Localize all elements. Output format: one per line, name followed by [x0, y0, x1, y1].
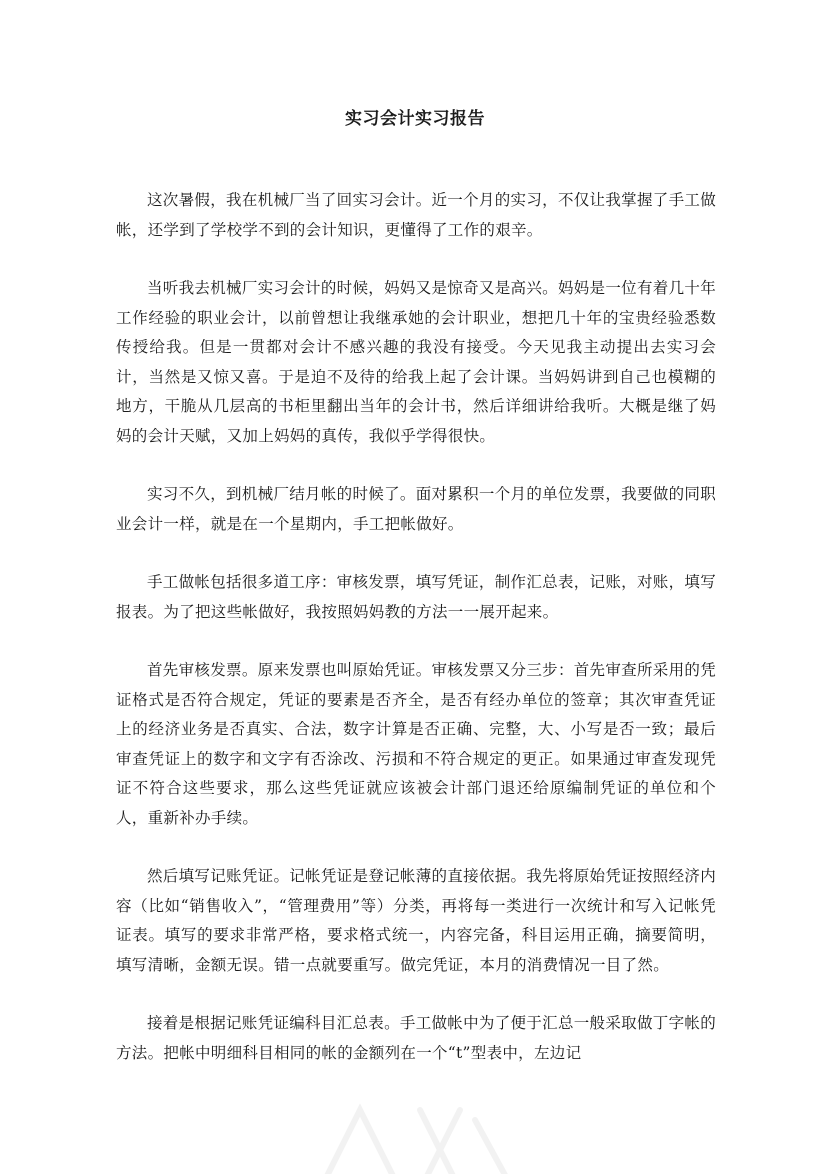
paragraph-2: 当听我去机械厂实习会计的时候，妈妈又是惊奇又是高兴。妈妈是一位有着几十年工作经验的职业会计，以前曾想让我继承她的会计职业，想把几十年的宝贵经验悉数传授给我。但是一贯都对会计不感兴趣的我没有接受。今天见我主动提出去实习会计，当然是又惊又喜。于是迫不及待的给我上起了会计课。当妈妈讲到自己也模糊的地方，干脆从几层高的书柜里翻出当年的会计书，然后详细讲给我听。大概是继了妈妈的会计天赋，又加上妈妈的真传，我似乎学得很快。	[116, 279, 716, 445]
paragraph-6: 然后填写记账凭证。记帐凭证是登记帐薄的直接依据。我先将原始凭证按照经济内容（比如“销售收入”，“管理费用”等）分类，再将每一类进行一次统计和写入记帐凭证表。填写的要求非常严格，要求格式统一，内容完备，科目运用正确，摘要简明，填写清晰，金额无误。错一点就要重写。做完凭证，本月的消费情况一目了然。	[116, 867, 716, 974]
document-body	[116, 186, 716, 1097]
paragraph-4: 手工做帐包括很多道工序：审核发票，填写凭证，制作汇总表，记账，对账，填写报表。为了把这些帐做好，我按照妈妈教的方法一一展开起来。	[116, 573, 716, 621]
paragraph-5: 首先审核发票。原来发票也叫原始凭证。审核发票又分三步：首先审查所采用的凭证格式是否符合规定，凭证的要素是否齐全，是否有经办单位的签章；其次审查凭证上的经济业务是否真实、合法，数字计算是否正确、完整，大、小写是否一致；最后审查凭证上的数字和文字有否涂改、污损和不符合规定的更正。如果通过审查发现凭证不符合这些要求，那么这些凭证就应该被会计部门退还给原编制凭证的单位和个人，重新补办手续。	[116, 661, 716, 827]
paragraph-7: 接着是根据记账凭证编科目汇总表。手工做帐中为了便于汇总一般采取做丁字帐的方法。把帐中明细科目相同的帐的金额列在一个“t”型表中，左边记	[116, 1014, 716, 1062]
page-title: 实习会计实习报告	[345, 109, 485, 129]
paragraph-3: 实习不久，到机械厂结月帐的时候了。面对累积一个月的单位发票，我要做的同职业会计一样，就是在一个星期内，手工把帐做好。	[116, 485, 716, 533]
paragraph-1: 这次暑假，我在机械厂当了回实习会计。近一个月的实习，不仅让我掌握了手工做帐，还学到了学校学不到的会计知识，更懂得了工作的艰辛。	[116, 191, 716, 239]
